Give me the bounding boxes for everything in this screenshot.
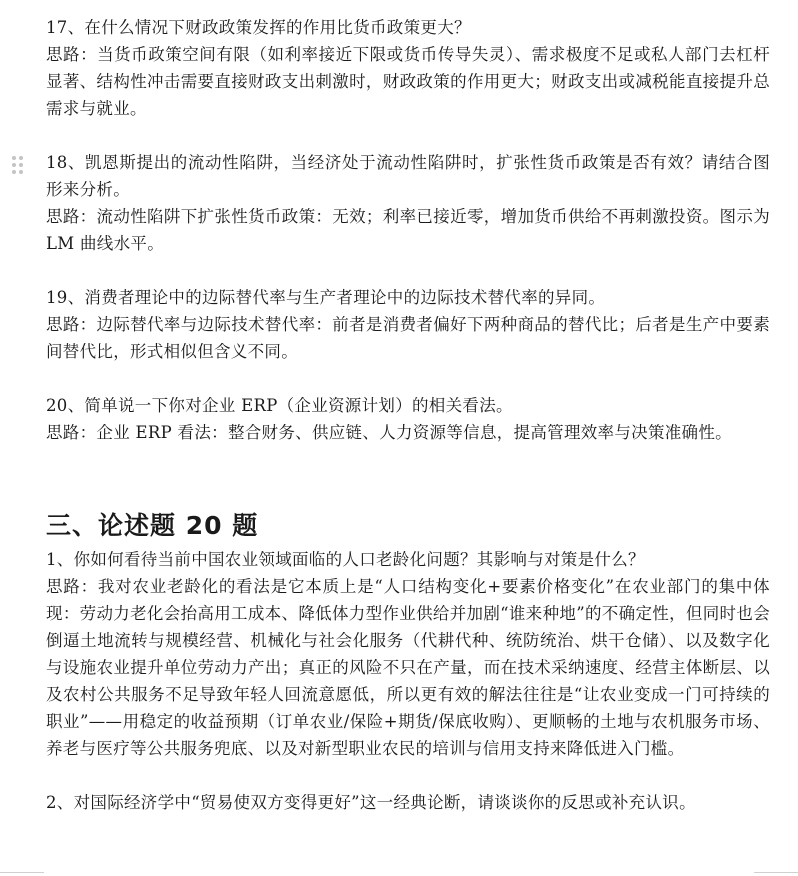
paragraph-spacer (46, 762, 770, 789)
document-body (46, 14, 770, 816)
answer-17: 思路：当货币政策空间有限（如利率接近下限或货币传导失灵）、需求极度不足或私人部门去杠杆显著、结构性冲击需要直接财政支出刺激时，财政政策的作用更大；财政支出或减税能直接提升总需求与就业。 (46, 45, 770, 118)
paragraph-spacer (46, 257, 770, 284)
essay-answer-1: 思路：我对农业老龄化的看法是它本质上是“人口结构变化+要素价格变化”在农业部门的集中体现：劳动力老化会抬高用工成本、降低体力型作业供给并加剧“谁来种地”的不确定性，但同时也会倒逼土地流转与规模经营、机械化与社会化服务（代耕代种、统防统治、烘干仓储）、以及数字化与设施农业提升单位劳动力产出；真正的风险不只在产量，而在技术采纳速度、经营主体断层、以及农村公共服务不足导致年轻人回流意愿低，所以更有效的解法往往是“让农业变成一门可持续的职业”——用稳定的收益预期（订单农业/保险+期货/保底收购）、更顺畅的土地与农机服务市场、养老与医疗等公共服务兜底、以及对新型职业农民的培训与信用支持来降低进入门槛。 (46, 577, 770, 758)
drag-handle-icon[interactable] (12, 156, 24, 176)
question-17: 17、在什么情况下财政政策发挥的作用比货币政策更大？ (46, 18, 471, 37)
answer-20: 思路：企业 ERP 看法：整合财务、供应链、人力资源等信息，提高管理效率与决策准确性。 (46, 423, 732, 442)
question-19: 19、消费者理论中的边际替代率与生产者理论中的边际技术替代率的异同。 (46, 288, 606, 307)
page-edge-line (754, 872, 798, 873)
section-heading: 三、论述题 20 题 (46, 511, 259, 540)
question-18: 18、凯恩斯提出的流动性陷阱，当经济处于流动性陷阱时，扩张性货币政策是否有效？请结合图形来分析。 (46, 153, 770, 199)
paragraph-spacer (46, 122, 770, 149)
essay-question-1: 1、你如何看待当前中国农业领域面临的人口老龄化问题？其影响与对策是什么？ (46, 550, 645, 569)
paragraph-spacer (46, 446, 770, 500)
answer-18: 思路：流动性陷阱下扩张性货币政策：无效；利率已接近零，增加货币供给不再刺激投资。图示为 LM 曲线水平。 (46, 207, 770, 253)
question-20: 20、简单说一下你对企业 ERP（企业资源计划）的相关看法。 (46, 396, 513, 415)
answer-19: 思路：边际替代率与边际技术替代率：前者是消费者偏好下两种商品的替代比；后者是生产中要素间替代比，形式相似但含义不同。 (46, 315, 770, 361)
page-edge-line (0, 872, 44, 873)
paragraph-spacer (46, 365, 770, 392)
essay-question-2: 2、对国际经济学中“贸易使双方变得更好”这一经典论断，请谈谈你的反思或补充认识。 (46, 793, 696, 812)
